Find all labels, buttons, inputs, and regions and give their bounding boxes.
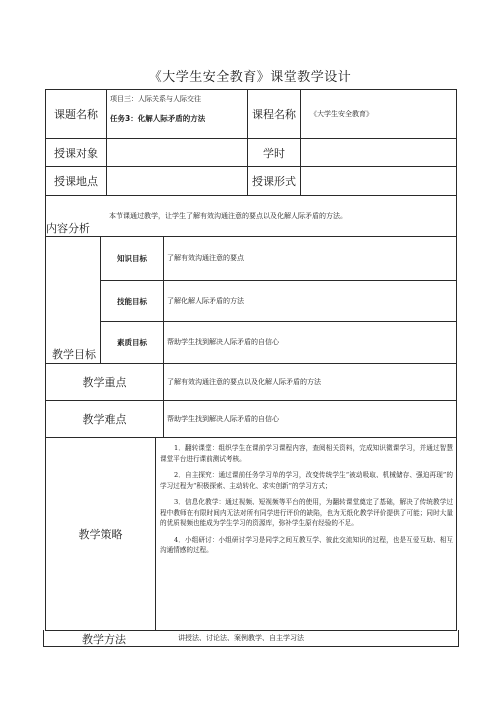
content-label: 内容分析: [46, 222, 90, 235]
column-divider: [163, 236, 164, 437]
hours-value: [301, 139, 456, 166]
hours-label: 学时: [263, 146, 285, 160]
methods-box-border: [43, 646, 459, 647]
audience-value: [107, 139, 247, 166]
content-value: 本节课通过教学，让学生了解有效沟通注意的要点以及化解人际矛盾的方法。: [109, 212, 347, 220]
document-title: 《大学生安全教育》课堂教学设计: [148, 70, 352, 85]
course-label: 课程名称: [252, 108, 296, 121]
format-label: 授课形式: [252, 175, 296, 188]
knowledge-value: 了解有效沟通注意的要点: [167, 254, 244, 263]
method-value: 讲授法、讨论法、案例教学、自主学习法: [178, 634, 304, 643]
topic-task: 任务3：化解人际矛盾的方法: [110, 113, 206, 123]
key-value: 了解有效沟通注意的要点以及化解人际矛盾的方法: [167, 377, 321, 386]
format-value: [301, 167, 456, 195]
goals-label: 教学目标: [52, 348, 96, 361]
topic-project: 项目三：人际关系与人际交往: [110, 95, 201, 103]
method-label: 教学方法: [82, 632, 126, 646]
topic-label: 课题名称: [54, 108, 98, 121]
venue-value: [107, 167, 247, 195]
strategy-item-group: 4．小组研讨：小组研讨学习是同学之间互教互学、彼此交流知识的过程，也是互爱互助、相互沟通情感的过程。: [160, 535, 453, 555]
audience-label: 授课对象: [54, 146, 98, 160]
strategy-item-self-study: 2．自主探究：通过课前任务学习单的学习，改变传统学生“被动吸取、机械储存、强迫再现”的学习过程为“积极探索、主动转化、求实创新”的学习方式；: [160, 471, 453, 490]
methods-box-border: [458, 630, 459, 647]
course-value: 《大学生安全教育》: [310, 109, 373, 118]
strategy-item-digital: 3．信息化教学：通过视频、短视频等平台的使用，为翻转课堂奠定了基础，解决了传统教学过程中教师在有限时间内无法对所有同学进行评价的缺陷，也为无纸化教学评价提供了可能；同时大量的优质视频也能成为学生学习的资源库，弥补学生原有经验的不足。: [160, 498, 453, 528]
knowledge-label: 知识目标: [117, 254, 147, 263]
quality-label: 素质目标: [117, 338, 147, 347]
quality-value: 帮助学生找到解决人际矛盾的自信心: [167, 338, 279, 347]
strategy-label: 教学策略: [78, 528, 123, 541]
column-divider: [155, 437, 156, 630]
key-label: 教学重点: [82, 376, 127, 389]
venue-label: 授课地点: [54, 175, 98, 188]
table-border-right: [456, 89, 457, 631]
strategy-item-flipped: 1．翻转课堂：组织学生在课前学习课程内容，查阅相关资料，完成知识微课学习，并通过智慧课堂平台进行课前测试考核。: [160, 444, 453, 463]
difficulty-label: 教学难点: [82, 413, 127, 426]
difficulty-value: 帮助学生找到解决人际矛盾的自信心: [167, 414, 279, 423]
skill-label: 技能目标: [117, 296, 147, 306]
strategy-body: [160, 443, 453, 629]
skill-value: 了解化解人际矛盾的方法: [167, 296, 244, 305]
topic-value: [110, 94, 246, 138]
